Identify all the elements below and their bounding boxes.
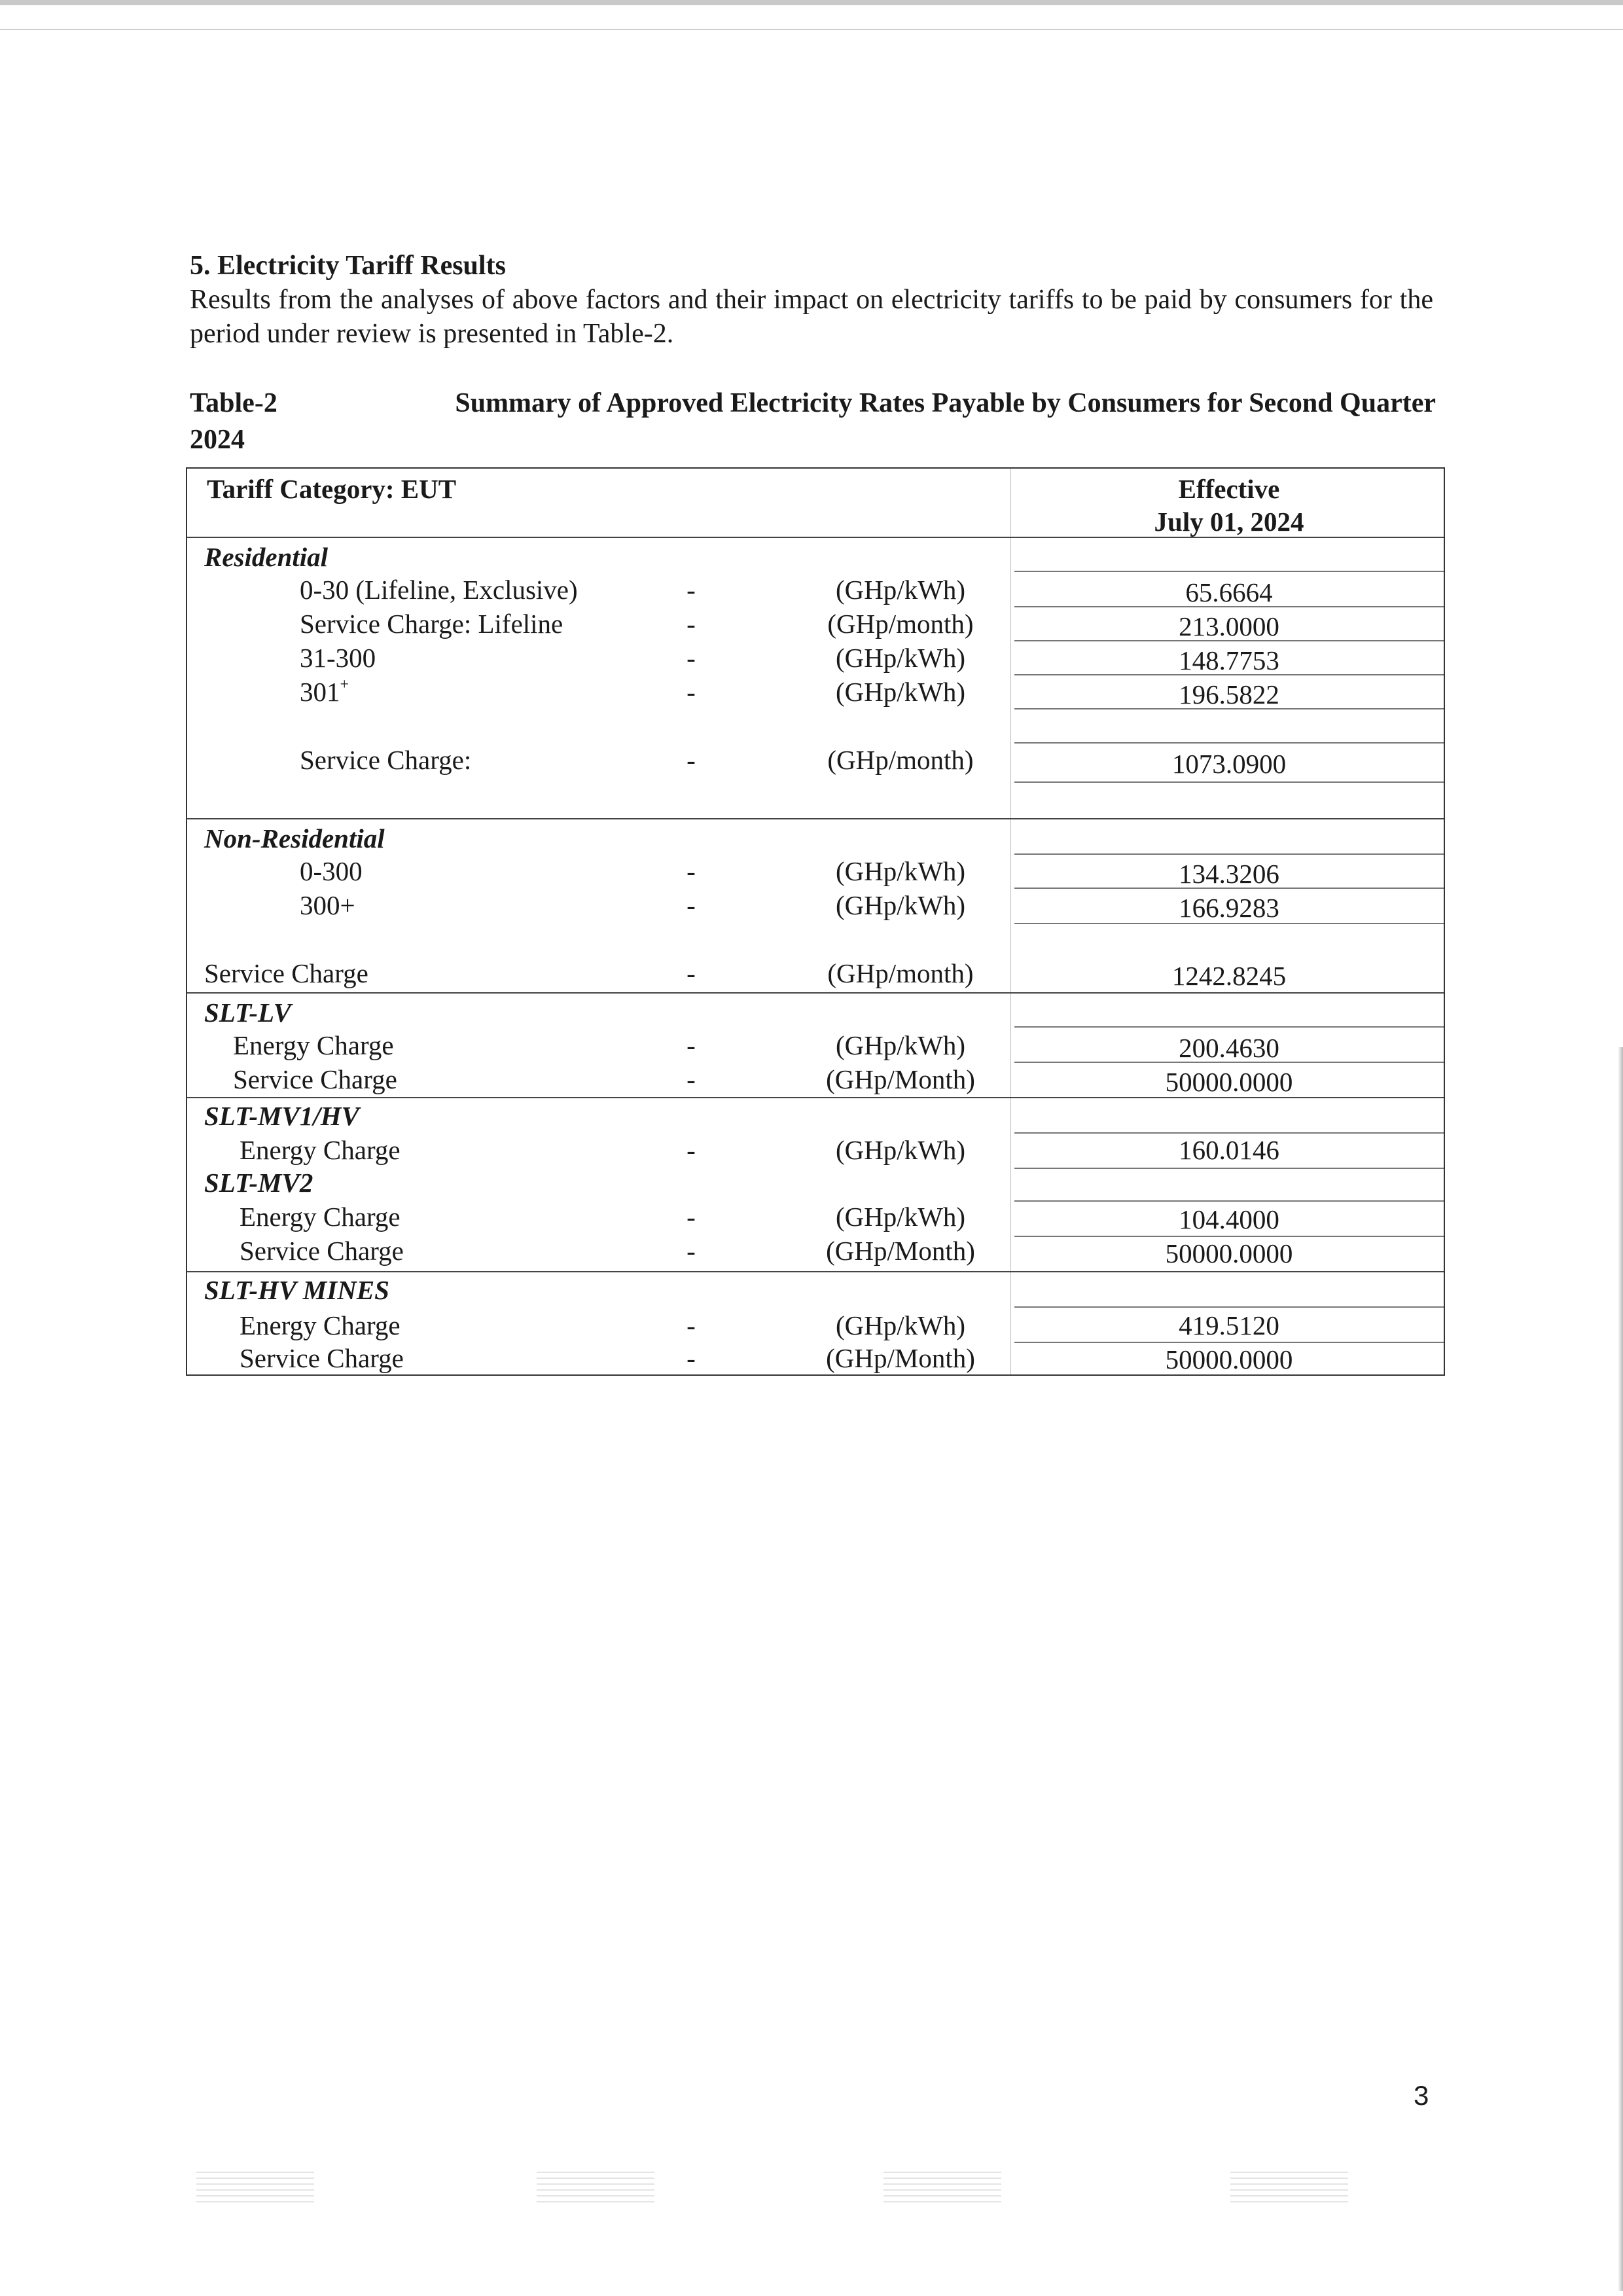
row-label: Energy Charge — [240, 1310, 401, 1340]
section-intro: Results from the analyses of above factors and their impact on electricity tariffs to be paid by consumers for the period under review is presented in Table-2. — [190, 285, 1433, 349]
row-label: Service Charge — [240, 1236, 404, 1266]
row-dash: - — [687, 1343, 696, 1373]
row-label: Service Charge — [240, 1343, 404, 1373]
row-label: Energy Charge — [233, 1030, 394, 1060]
row-label: Service Charge — [204, 958, 368, 988]
table-caption-title: Summary of Approved Electricity Rates Payable by Consumers for Second Quarter — [455, 388, 1436, 418]
row-divider — [187, 818, 1444, 819]
scan-edge-top — [0, 0, 1623, 5]
value-rule — [1014, 640, 1444, 641]
footer-mark — [196, 2172, 314, 2204]
header-tariff-category: Tariff Category: EUT — [207, 474, 457, 504]
section-slt-mv2: SLT-MV2 — [204, 1168, 313, 1198]
row-dash: - — [687, 958, 696, 988]
row-value: 134.3206 — [1179, 859, 1279, 889]
row-value: 1073.0900 — [1171, 749, 1287, 779]
footer-mark — [1230, 2172, 1348, 2204]
row-unit: (GHp/Month) — [826, 1064, 975, 1094]
row-value: 65.6664 — [1185, 577, 1273, 607]
row-dash: - — [687, 1236, 696, 1266]
value-rule — [1014, 1168, 1444, 1169]
row-unit: (GHp/kWh) — [835, 1310, 966, 1340]
row-value: 50000.0000 — [1165, 1238, 1293, 1268]
row-label: Energy Charge — [240, 1135, 401, 1165]
row-dash: - — [687, 677, 696, 707]
header-effective-date: July 01, 2024 — [1154, 507, 1304, 537]
row-dash: - — [687, 1135, 696, 1165]
table-caption-label — [190, 385, 386, 458]
row-label: 0-300 — [300, 856, 363, 886]
row-value: 148.7753 — [1179, 645, 1279, 675]
row-value: 50000.0000 — [1165, 1067, 1293, 1097]
row-divider — [187, 537, 1444, 538]
row-unit: (GHp/month) — [827, 958, 974, 988]
row-label: Service Charge: — [300, 745, 472, 775]
row-dash: - — [687, 643, 696, 673]
header-effective: Effective — [1178, 474, 1280, 504]
row-dash: - — [687, 1310, 696, 1340]
value-rule — [1014, 1306, 1444, 1308]
page-number: 3 — [1414, 2080, 1429, 2111]
row-dash: - — [687, 1064, 696, 1094]
section-slt-hv-mines: SLT-HV MINES — [204, 1275, 389, 1305]
value-rule — [1014, 606, 1444, 607]
row-dash: - — [687, 609, 696, 639]
value-rule — [1014, 742, 1444, 744]
row-value: 1242.8245 — [1171, 961, 1287, 991]
row-label: Service Charge: Lifeline — [300, 609, 563, 639]
value-rule — [1014, 708, 1444, 709]
section-heading: 5. Electricity Tariff Results — [190, 251, 506, 281]
row-divider — [187, 1097, 1444, 1098]
value-rule — [1014, 1062, 1444, 1063]
scan-edge-right — [1618, 1047, 1623, 2291]
row-value: 160.0146 — [1179, 1135, 1279, 1165]
row-value: 419.5120 — [1179, 1310, 1279, 1340]
value-rule — [1014, 781, 1444, 783]
row-unit: (GHp/kWh) — [835, 1135, 966, 1165]
row-label: 300+ — [300, 890, 355, 920]
value-rule — [1014, 923, 1444, 924]
row-label: 301 — [300, 677, 340, 707]
row-unit: (GHp/kWh) — [835, 1202, 966, 1232]
row-value: 50000.0000 — [1165, 1344, 1293, 1374]
row-value: 166.9283 — [1179, 893, 1279, 923]
row-dash: - — [687, 1202, 696, 1232]
section-slt-mv1-hv: SLT-MV1/HV — [204, 1101, 359, 1131]
value-rule — [1014, 674, 1444, 675]
value-rule — [1014, 1200, 1444, 1202]
row-unit: (GHp/month) — [827, 745, 974, 775]
section-residential: Residential — [204, 542, 329, 572]
row-unit: (GHp/month) — [827, 609, 974, 639]
value-rule — [1014, 853, 1444, 855]
row-divider — [187, 992, 1444, 994]
row-value: 200.4630 — [1179, 1033, 1279, 1063]
row-value: 104.4000 — [1179, 1204, 1279, 1234]
value-rule — [1014, 888, 1444, 889]
row-dash: - — [687, 745, 696, 775]
table-label: Table-2 — [190, 388, 277, 418]
row-dash: - — [687, 1030, 696, 1060]
row-dash: - — [687, 575, 696, 605]
tariff-table — [186, 467, 1445, 1376]
row-unit: (GHp/kWh) — [835, 890, 966, 920]
row-value: 196.5822 — [1179, 679, 1279, 709]
row-unit: (GHp/kWh) — [835, 856, 966, 886]
row-unit: (GHp/kWh) — [835, 643, 966, 673]
table-label-year: 2024 — [190, 425, 245, 455]
value-rule — [1014, 571, 1444, 572]
row-unit: (GHp/Month) — [826, 1343, 975, 1373]
row-label: 0-30 (Lifeline, Exclusive) — [300, 575, 578, 605]
value-rule — [1014, 1026, 1444, 1028]
row-unit: (GHp/kWh) — [835, 575, 966, 605]
row-unit: (GHp/kWh) — [835, 1030, 966, 1060]
row-label-301-plus — [300, 675, 349, 708]
row-unit: (GHp/Month) — [826, 1236, 975, 1266]
row-dash: - — [687, 856, 696, 886]
footer-mark — [883, 2172, 1001, 2204]
row-label: Energy Charge — [240, 1202, 401, 1232]
row-label: 31-300 — [300, 643, 376, 673]
row-dash: - — [687, 890, 696, 920]
superscript-plus: + — [340, 676, 349, 693]
row-unit: (GHp/kWh) — [835, 677, 966, 707]
row-value: 213.0000 — [1179, 611, 1279, 641]
section-slt-lv: SLT-LV — [204, 997, 291, 1028]
footer-mark — [537, 2172, 654, 2204]
row-divider — [187, 1271, 1444, 1272]
scan-line-top — [0, 29, 1623, 30]
row-label: Service Charge — [233, 1064, 397, 1094]
section-non-residential: Non-Residential — [204, 823, 385, 853]
